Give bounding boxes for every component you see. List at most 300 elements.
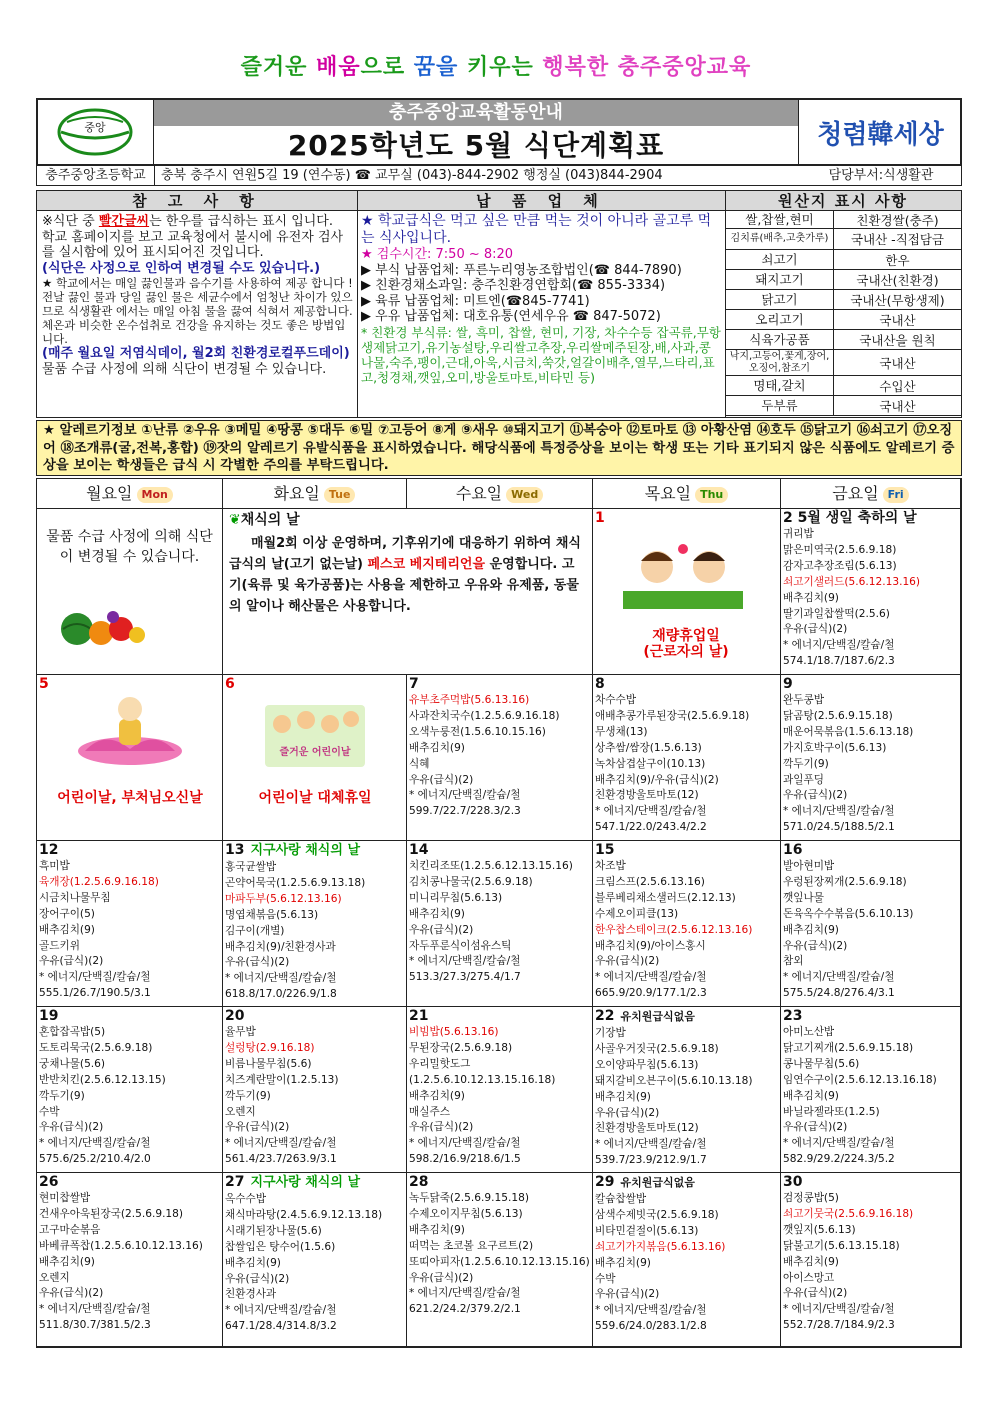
origin-row [726, 330, 962, 350]
menu-item: 539.7/23.9/212.9/1.7 [595, 1154, 707, 1167]
menu-item: 우유(급식)(2) [783, 939, 848, 952]
menu-item: 도토리묵국(2.5.6.9.18) [39, 1041, 153, 1054]
calendar-cell-13 [223, 841, 407, 1007]
calendar-cell-19 [37, 1007, 223, 1173]
menu-item: 차조밥 [595, 860, 626, 872]
menu-item: * 에너지/단백질/칼슘/철 [409, 789, 521, 802]
day-number: 14 [409, 842, 429, 858]
holiday-label: 재량휴업일 [652, 628, 720, 644]
menu-item: 찹쌀입은 탕수어(1.5.6) [225, 1240, 336, 1253]
day-tag: Thu [695, 487, 728, 503]
day-header-fri [781, 479, 961, 509]
day-header [783, 509, 958, 527]
day-label: 금요일 [832, 484, 879, 503]
cell-title: 5월 생일 축하의 날 [797, 510, 917, 526]
menu-item: 귀리밥 [783, 528, 814, 540]
menu-item: 574.1/18.7/187.6/2.3 [783, 655, 895, 668]
origin-country: 국내산 [879, 398, 916, 414]
menu-item: 돼지갈비오븐구이(5.6.10.13.18) [595, 1074, 753, 1087]
menu-item: 곤약어묵국(1.2.5.6.9.13.18) [225, 876, 366, 889]
menu-item-hanwoo: 비빔밥(5.6.13.16) [409, 1026, 499, 1038]
menu-item: 우유(급식)(2) [39, 1287, 104, 1300]
origin-row [726, 250, 962, 270]
menu-item: 검정콩밥(5) [783, 1192, 839, 1204]
menu-item: 배추김치(9) [39, 1255, 95, 1268]
day-header [39, 841, 220, 859]
day-header [595, 841, 778, 859]
veg-text-red: 페스코 베지테리언을 [367, 557, 486, 572]
origin-item: 오리고기 [726, 310, 834, 329]
menu-item: 시금치나물무침 [39, 891, 111, 904]
menu-item: 621.2/24.2/379.2/2.1 [409, 1303, 521, 1316]
origin-item: 김치류(배추,고춧가루) [726, 229, 834, 249]
menu-item: 우유(급식)(2) [595, 955, 660, 968]
menu-item: 크림스프(2.5.6.13.16) [595, 875, 705, 888]
veg-title-text: 채식의 날 [240, 512, 300, 528]
day-header [783, 841, 958, 859]
origin-country: 친환경쌀(충주) [856, 212, 939, 228]
day-number: 20 [225, 1008, 245, 1024]
supplier-line: * 친환경 부식류: 쌀, 흑미, 찹쌀, 현미, 기장, 차수수등 잡곡류,무항생제닭고기,유기농설탕,우리쌀고추장,우리쌀메주된장,배,사과,콩나물,숙주,팽이,근대,아욱,시금치,쑥갓,얼갈이배추,열무,느타리,표고,청경채,깻잎,오미,방울토마토,비타민 등) [361, 324, 721, 385]
menu-item: (1.2.5.6.10.12.13.15.16.18) [409, 1073, 556, 1086]
menu-item: 우유(급식)(2) [39, 1121, 104, 1134]
menu-item: 배추김치(9) [783, 923, 839, 936]
day-number: 26 [39, 1174, 59, 1190]
calendar-cell-16 [781, 841, 961, 1007]
allergy-notice: ★ 알레르기정보 ①난류 ②우유 ③메밀 ④땅콩 ⑤대두 ⑥밀 ⑦고등어 ⑧게 ⑨새우 ⑩돼지고기 ⑪복숭아 ⑫토마토 ⑬ 아황산염 ⑭호두 ⑮닭고기 ⑯쇠고기 ⑰오징어 ⑱조개류(굴,전복,홍합) ⑲잣의 알레르기 유발식품을 표시하였습니다. 해당식품에 특정증상을 보이는 학생 또는 기타 표기되지 않은 식품에도 알레르기 증상을 보이는 학생들은 급식 시 각별한 주의를 부탁드립니다. [36, 420, 962, 476]
origin-row [726, 376, 962, 396]
calendar-cell-8 [593, 675, 781, 841]
menu-item: 우유(급식)(2) [409, 1121, 474, 1134]
menu-item: 떠먹는 초코볼 요구르트(2) [409, 1239, 534, 1252]
menu-item: 수박 [595, 1272, 616, 1285]
calendar-cell-14 [407, 841, 593, 1007]
day-header-thu [593, 479, 781, 509]
menu-item: 511.8/30.7/381.5/2.3 [39, 1319, 151, 1332]
origin-item: 낙지,고등어,꽃게,장어,오징어,참조기 [726, 350, 834, 375]
calendar-cell-9 [781, 675, 961, 841]
kids-icon [623, 539, 743, 609]
day-number: 5 [39, 676, 49, 692]
origin-item: 닭고기 [726, 290, 834, 309]
menu-item: 배추김치(9) [225, 1256, 281, 1269]
menu-item: 장어구이(5) [39, 907, 95, 920]
calendar-cell-20 [223, 1007, 407, 1173]
origin-row [726, 396, 962, 416]
menu-item: 배추김치(9) [39, 923, 95, 936]
department: 담당부서:식생활관 [828, 168, 934, 183]
holiday-label: 어린이날 대체휴일 [258, 790, 372, 806]
ref-line: ★ 학교에서는 매일 끓인물과 음수기를 사용하여 제공 합니다 ! 전날 끓인 물과 당일 끓인 물은 세균수에서 엄청난 차이가 있으므로 식생활관 에서는 매일 아침 물을 끓여 식혀서 제공합니다. 체온과 비슷한 온수섭취로 건강을 유지하는 것도 좋은 방법입니다. [42, 276, 353, 346]
origin-row [726, 350, 962, 376]
origin-item: 두부류 [726, 396, 834, 415]
menu-item: * 에너지/단백질/칼슘/철 [595, 805, 707, 818]
day-header-tue [223, 479, 407, 509]
menu-item-hanwoo: 한우찹스테이크(2.5.6.12.13.16) [595, 923, 753, 936]
menu-item: 우유(급식)(2) [595, 1106, 660, 1119]
menu-item: 자두푸룬식이섬유스틱 [409, 939, 512, 952]
school-logo [36, 98, 154, 166]
menu-item: 닭곰탕(2.5.6.9.15.18) [783, 709, 893, 722]
menu-item: 618.8/17.0/226.9/1.8 [225, 988, 337, 1001]
holiday-label: 어린이날, 부처님오신날 [57, 790, 203, 806]
origin-country: 국내산을 원칙 [859, 332, 936, 348]
holiday-sublabel: (근로자의 날) [643, 643, 729, 660]
ref-line: (매주 월요일 저염식데이, 월2회 친환경로컬푸드데이) [42, 346, 350, 361]
menu-item: 미니리무침(5.6.13) [409, 891, 503, 904]
menu-item-hanwoo: 설렁탕(2.9.16.18) [225, 1041, 315, 1054]
menu-item: * 에너지/단백질/칼슘/철 [595, 1304, 707, 1317]
calendar-cell-6 [223, 675, 407, 841]
menu-item-hanwoo: 쇠고기뭇국(2.5.6.9.16.18) [783, 1207, 914, 1220]
menu-item: * 에너지/단백질/칼슘/철 [595, 971, 707, 984]
day-header [39, 1007, 220, 1025]
day-header [39, 1173, 220, 1191]
cell-title: 유치원급식없음 [620, 1010, 695, 1023]
menu-item: 현미찹쌀밥 [39, 1192, 91, 1204]
day-tag: Tue [324, 487, 356, 503]
school-name: 충주중앙초등학교 [37, 166, 155, 185]
divider [357, 191, 358, 417]
menu-item: 우리밀핫도그 [409, 1057, 471, 1070]
menu-item: 친환경방울토마토(12) [595, 1122, 699, 1135]
menu-item: 배추김치(9) [409, 741, 465, 754]
supplier-line: ▶ 육류 납품업체: 미트엔(☎845-7741) [361, 293, 590, 309]
menu-item: 가지호박구이(5.6.13) [783, 741, 887, 754]
school-emblem-icon [53, 104, 137, 160]
reference-notes [40, 211, 356, 417]
header-info-row [36, 166, 962, 186]
day-label: 목요일 [644, 484, 692, 503]
calendar-cell-15 [593, 841, 781, 1007]
calendar-cell-23 [781, 1007, 961, 1173]
origin-item: 쌀,찹쌀,현미 [726, 211, 834, 228]
menu-item: 매실주스 [409, 1105, 450, 1118]
menu-item: * 에너지/단백질/칼슘/철 [783, 639, 895, 652]
origin-country: 국내산 [879, 355, 916, 371]
menu-item: 블루베리채소샐러드(2.12.13) [595, 891, 736, 904]
menu-item: 513.3/27.3/275.4/1.7 [409, 971, 521, 984]
menu-item: * 에너지/단백질/칼슘/철 [225, 1304, 337, 1317]
day-header [783, 675, 958, 693]
menu-item: 기장밥 [595, 1027, 626, 1039]
menu-item: 바베큐폭찹(1.2.5.6.10.12.13.16) [39, 1239, 203, 1252]
menu-item: 명엽채볶음(5.6.13) [225, 908, 319, 921]
menu-item: 칼슘찹쌀밥 [595, 1193, 647, 1205]
slogan-part: 배움 [316, 55, 361, 80]
day-header [409, 675, 590, 693]
day-label: 수요일 [455, 484, 503, 503]
menu-item: 우유(급식)(2) [409, 773, 474, 786]
calendar-cell-7 [407, 675, 593, 841]
day-number: 23 [783, 1008, 803, 1024]
menu-item: 무생채(13) [595, 725, 648, 738]
menu-item: 우유(급식)(2) [225, 1272, 290, 1285]
day-number: 6 [225, 676, 235, 692]
calendar-cell-5 [37, 675, 223, 841]
menu-item: 배추김치(9) [595, 1256, 651, 1269]
menu-item: 598.2/16.9/218.6/1.5 [409, 1153, 521, 1166]
school-address: 충북 충주시 연원5길 19 (연수동) ☎ 교무실 (043)-844-2902 행정실 (043)844-2904 [161, 168, 663, 183]
day-tag: Fri [883, 487, 909, 503]
fruit-icon [57, 605, 147, 649]
menu-item-hanwoo: 유부초주먹밥(5.6.13.16) [409, 694, 530, 706]
day-header-mon [37, 479, 223, 509]
veg-text: 매월2회 이상 운영하며, 기후위기에 대응하기 위하여 채식급식의 날(고기 없는날) [229, 536, 581, 572]
menu-item: 552.7/28.7/184.9/2.3 [783, 1319, 895, 1332]
menu-item: 친환경사과 [225, 1288, 277, 1301]
supplier-info [359, 211, 723, 417]
veg-text: 운영합니다. 고기(육류 및 육가공품)는 사용을 제한하고 우유와 유제품, 동물의 알이나 해산물은 사용합니다. [229, 557, 579, 614]
menu-item: 599.7/22.7/228.3/2.3 [409, 805, 521, 818]
menu-item: * 에너지/단백질/칼슘/철 [783, 805, 895, 818]
origin-row [726, 290, 962, 310]
integrity-logo-text: 청렴韓세상 [817, 119, 944, 150]
menu-item: 배추김치(9)/친환경사과 [225, 940, 336, 953]
top-banner: 충주중앙교육활동안내 [154, 100, 798, 126]
origin-country: 수입산 [879, 378, 916, 394]
day-header [595, 1007, 778, 1026]
slogan-part: 행복한 [542, 55, 610, 80]
menu-item: 우유(급식)(2) [225, 956, 290, 969]
menu-item: 깍두기(9) [225, 1089, 271, 1102]
menu-item: 차수수밥 [595, 694, 636, 706]
menu-item: 우유(급식)(2) [595, 1288, 660, 1301]
day-number: 13 [225, 842, 245, 858]
menu-item: 571.0/24.5/188.5/2.1 [783, 821, 895, 834]
menu-item: 녹두닭죽(2.5.6.9.15.18) [409, 1192, 529, 1204]
menu-item-hanwoo: 쇠고기가지볶음(5.6.13.16) [595, 1240, 726, 1253]
calendar-cell-26 [37, 1173, 223, 1347]
menu-item: 575.5/24.8/276.4/3.1 [783, 987, 895, 1000]
origin-item: 돼지고기 [726, 270, 834, 289]
origin-item: 쇠고기 [726, 250, 834, 269]
day-number: 30 [783, 1174, 803, 1190]
ref-line: 학교 홈페이지를 보고 교육청에서 불시에 유전자 검사를 실시함에 있어 표시되어진 것입니다. [42, 229, 344, 260]
header-center [154, 100, 798, 164]
holiday-note [593, 629, 779, 661]
day-header [225, 1007, 404, 1025]
menu-item: 665.9/20.9/177.1/2.3 [595, 987, 707, 1000]
menu-item: * 에너지/단백질/칼슘/철 [409, 1137, 521, 1150]
day-header [409, 1007, 590, 1025]
origin-country: 국내산(친환경) [856, 272, 939, 288]
day-number: 22 [595, 1008, 615, 1024]
ref-line: (식단은 사정으로 인하여 변경될 수도 있습니다.) [42, 260, 321, 276]
origin-item: 식육가공품 [726, 330, 834, 349]
menu-item: 감자고추장조림(5.6.13) [783, 559, 897, 572]
origin-row [726, 211, 962, 229]
menu-item: * 에너지/단백질/칼슘/철 [225, 972, 337, 985]
day-header [225, 1173, 404, 1192]
veg-description [229, 529, 586, 617]
calendar-cell-1 [593, 509, 781, 675]
menu-item: 배추김치(9)/아이스홍시 [595, 939, 706, 952]
calendar-cell-22 [593, 1007, 781, 1173]
info-section [36, 190, 962, 418]
menu-item: 돈육옥수수볶음(5.6.10.13) [783, 907, 914, 920]
menu-item: 배추김치(9) [783, 1255, 839, 1268]
menu-item: 반반치킨(2.5.6.12.13.15) [39, 1073, 166, 1086]
menu-item: 582.9/29.2/224.3/5.2 [783, 1153, 895, 1166]
menu-item: 오렌지 [39, 1271, 70, 1284]
calendar-cell-30 [781, 1173, 961, 1347]
menu-item: * 에너지/단백질/칼슘/철 [783, 1137, 895, 1150]
day-header [783, 1007, 958, 1025]
day-number: 29 [595, 1174, 615, 1190]
cell-title: 지구사랑 채식의 날 [250, 843, 361, 858]
menu-item: 맑은미역국(2.5.6.9.18) [783, 543, 897, 556]
ref-line: ※식단 중 빨간글씨는 한우를 급식하는 표시 입니다. [42, 214, 333, 229]
menu-item: * 에너지/단백질/칼슘/철 [783, 971, 895, 984]
slogan-part: 키우는 [458, 55, 543, 80]
menu-item: 애배추콩가루된장국(2.5.6.9.18) [595, 709, 750, 722]
menu-item: 홍국균쌀밥 [225, 861, 277, 873]
supplier-line: ▶ 친환경채소과일: 충주친환경연합회(☎ 855-3334) [361, 278, 666, 293]
day-number: 7 [409, 676, 419, 692]
menu-item: 비름나물무침(5.6) [225, 1057, 312, 1070]
menu-item: 우유(급식)(2) [409, 923, 474, 936]
menu-item: 딸기과일찹쌀떡(2.5.6) [783, 607, 890, 620]
origin-row [726, 310, 962, 330]
menu-item: 친환경방울토마토(12) [595, 789, 699, 802]
cell-title: 지구사랑 채식의 날 [250, 1175, 361, 1190]
origin-item: 명태,갈치 [726, 376, 834, 395]
buddha-lotus-icon [75, 689, 185, 769]
slogan [0, 50, 992, 81]
day-header [783, 1173, 958, 1191]
menu-item: 배추김치(9) [783, 591, 839, 604]
calendar-cell-27 [223, 1173, 407, 1347]
menu-item: 닭불고기(5.6.13.15.18) [783, 1239, 900, 1252]
menu-item: 우유(급식)(2) [39, 955, 104, 968]
slogan-part: 으로 [360, 55, 414, 80]
day-number: 15 [595, 842, 615, 858]
menu-item: * 에너지/단백질/칼슘/철 [39, 1137, 151, 1150]
menu-item: 흑미밥 [39, 860, 70, 872]
day-number: 16 [783, 842, 803, 858]
childrens-day-image [265, 705, 365, 767]
menu-item: 647.1/28.4/314.8/3.2 [225, 1320, 337, 1333]
menu-item: 비타민겉절이(5.6.13) [595, 1224, 699, 1237]
menu-item: 참외 [783, 955, 804, 968]
origin-country: 한우 [885, 252, 910, 268]
menu-item-hanwoo: 육개장(1.2.5.6.9.16.18) [39, 875, 159, 888]
day-header [595, 675, 778, 693]
day-header [595, 1173, 778, 1192]
menu-item: 골드키위 [39, 939, 80, 952]
day-header [409, 1173, 590, 1191]
menu-item: 치즈계란말이(1.2.5.13) [225, 1073, 339, 1086]
menu-item: 배추김치(9) [595, 1090, 651, 1103]
veg-title [229, 511, 586, 529]
day-header [225, 841, 404, 860]
menu-item: * 에너지/단백질/칼슘/철 [783, 1303, 895, 1316]
menu-item: 또띠아피자(1.2.5.6.10.12.13.15.16) [409, 1255, 590, 1268]
day-number: 19 [39, 1008, 59, 1024]
menu-item: 우유(급식)(2) [783, 623, 848, 636]
menu-item: 콩나물무침(5.6) [783, 1057, 860, 1070]
menu-item: 치킨리조또(1.2.5.6.12.13.15.16) [409, 860, 573, 872]
meal-calendar [36, 478, 962, 1348]
day-tag: Mon [137, 487, 173, 503]
origin-header: 원산지 표시 사항 [725, 191, 961, 211]
supplier-line: ▶ 부식 납품업체: 푸른누리영농조합법인(☎ 844-7890) [361, 262, 682, 278]
supplier-header: 납 품 업 체 [357, 191, 725, 211]
menu-item: * 에너지/단백질/칼슘/철 [225, 1137, 337, 1150]
calendar-cell-veg-notice [223, 509, 593, 675]
menu-item: 555.1/26.7/190.5/3.1 [39, 987, 151, 1000]
day-label: 화요일 [273, 484, 320, 503]
menu-item: 배추김치(9)/우유(급식)(2) [595, 773, 719, 786]
image-caption: 즐거운 어린이날 [279, 747, 351, 758]
day-label: 월요일 [86, 484, 133, 503]
menu-item: 561.4/23.7/263.9/3.1 [225, 1153, 337, 1166]
menu-item: 우렁된장찌개(2.5.6.9.18) [783, 875, 907, 888]
menu-item-hanwoo: 마파두부(5.6.12.13.16) [225, 892, 342, 905]
day-header-wed [407, 479, 593, 509]
menu-item: 궁채나물(5.6) [39, 1057, 106, 1070]
day-header [409, 841, 590, 859]
menu-item: 시래기된장나물(5.6) [225, 1224, 322, 1237]
menu-item: 녹차삼겹살구이(10.13) [595, 757, 706, 770]
page-title: 2025학년도 5월 식단계획표 [287, 129, 665, 162]
slogan-part: 충주중앙교육 [609, 55, 752, 80]
supplier-line: ★ 검수시간: 7:50 ~ 8:20 [361, 247, 514, 262]
day-number: 8 [595, 676, 605, 692]
origin-country: 국내산(무항생제) [850, 292, 945, 308]
menu-item: 바닐라젤라또(1.2.5) [783, 1105, 880, 1118]
day-number: 21 [409, 1008, 429, 1024]
menu-item: 오이양파무침(5.6.13) [595, 1058, 699, 1071]
menu-item: 수제오이피클(13) [595, 907, 679, 920]
menu-item: 채식마라탕(2.4.5.6.9.12.13.18) [225, 1208, 383, 1221]
day-number: 12 [39, 842, 59, 858]
menu-item: 아미노산밥 [783, 1026, 835, 1038]
menu-item: 수제오이지무침(5.6.13) [409, 1207, 523, 1220]
menu-item: 건새우아욱된장국(2.5.6.9.18) [39, 1207, 184, 1220]
origin-row [726, 270, 962, 290]
slogan-part: 꿈을 [413, 55, 459, 80]
day-tag: Wed [506, 487, 543, 503]
menu-item: 김치콩나물국(2.5.6.9.18) [409, 875, 533, 888]
menu-item: 수박 [39, 1105, 60, 1118]
menu-item: * 에너지/단백질/칼슘/철 [595, 1138, 707, 1151]
menu-item: 깍두기(9) [39, 1089, 85, 1102]
menu-item: 닭고기찌개(2.5.6.9.15.18) [783, 1041, 914, 1054]
menu-item: 고구마순볶음 [39, 1223, 101, 1236]
menu-item: 깻잎지(5.6.13) [783, 1223, 856, 1236]
menu-item: 옥수수밥 [225, 1193, 266, 1205]
svg-text:중앙: 중앙 [83, 121, 106, 134]
menu-item: 아이스망고 [783, 1271, 835, 1284]
menu-item: 발아현미밥 [783, 860, 835, 872]
leaf-icon: ❦ [229, 512, 241, 528]
supplier-line: ★ 학교급식은 먹고 싶은 만큼 먹는 것이 아니라 골고루 먹는 식사입니다. [361, 213, 712, 246]
menu-item: 깍두기(9) [783, 757, 829, 770]
day-number: 27 [225, 1174, 245, 1190]
origin-country: 국내산 -직접담금 [850, 232, 944, 247]
origin-table [726, 211, 961, 417]
integrity-logo [798, 98, 962, 166]
menu-item: 사과잔치국수(1.2.5.6.9.16.18) [409, 709, 560, 722]
menu-item: 김구이(개별) [225, 924, 285, 937]
menu-item: * 에너지/단백질/칼슘/철 [39, 1303, 151, 1316]
cell-title: 유치원급식없음 [620, 1176, 695, 1189]
calendar-cell-21 [407, 1007, 593, 1173]
menu-item: * 에너지/단백질/칼슘/철 [409, 1287, 521, 1300]
menu-item: 우유(급식)(2) [783, 789, 848, 802]
